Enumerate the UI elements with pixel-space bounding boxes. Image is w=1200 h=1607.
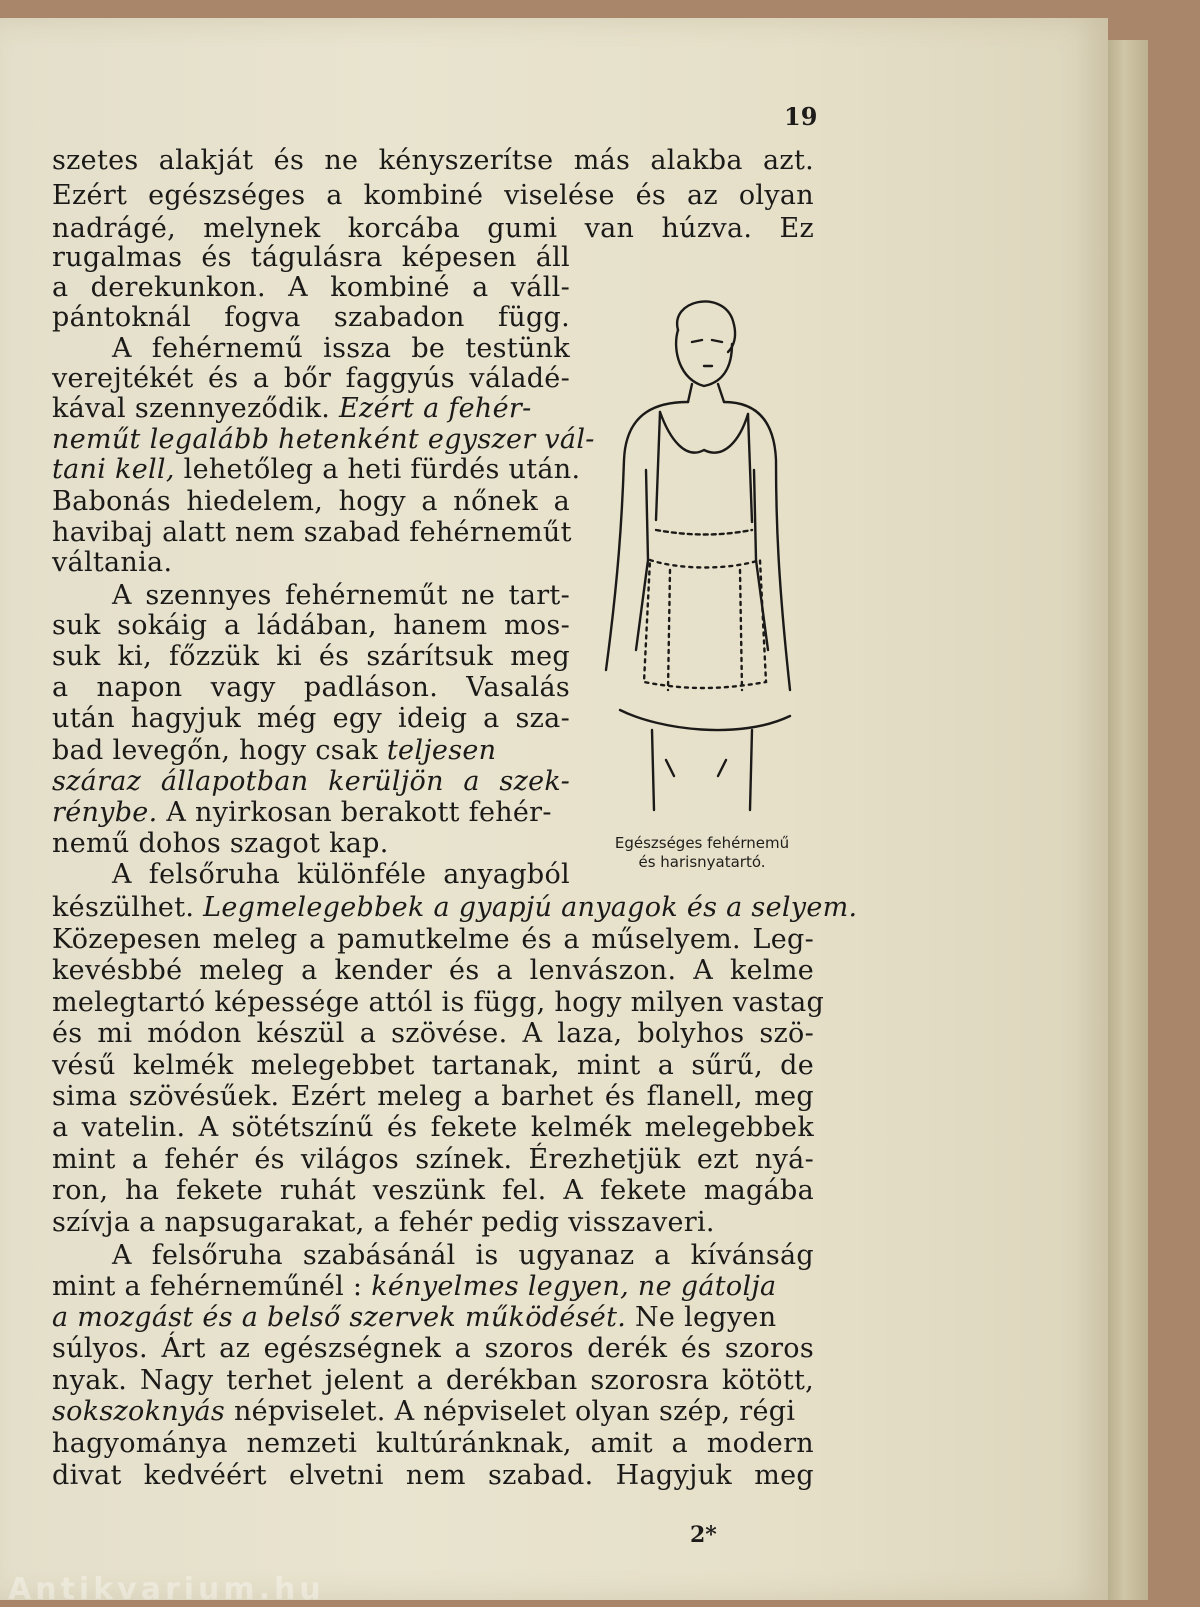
signature-mark: 2* [690,1522,717,1548]
text-line [52,892,858,923]
text-line: divat kedvéért elvetni nem szabad. Hagyjuk meg [52,1460,814,1491]
text-line: Ezért egészséges a kombiné viselése és az olyan [52,180,814,211]
caption-line: és harisnyatartó. [638,853,766,871]
emphasis-line [52,766,570,797]
emphasis-text: teljesen [386,735,497,766]
text-line: és mi módon készül a szövése. A laza, bolyhos szö- [52,1018,814,1049]
text-line: A felsőruha különféle anyagból [112,859,570,890]
text-line: verejtékét és a bőr faggyús váladé- [52,363,570,394]
underwear-figure-illustration [600,290,812,830]
figure-eye [712,340,722,342]
text-line: nadrágé, melynek korcába gumi van húzva. Ez [52,213,814,244]
emphasis-text: Ezért a fehér- [339,393,532,424]
figure-face [676,330,732,386]
text-span: Ne legyen [635,1302,777,1333]
text-line: után hagyjuk még egy ideig a sza- [52,703,570,734]
emphasis-text: sokszoknyás [52,1396,226,1427]
page-edge [1108,40,1148,1600]
text-line: vésű kelmék melegebbet tartanak, mint a sűrű, de [52,1050,814,1081]
emphasis-line [52,424,595,455]
emphasis-text: száraz állapotban kerüljön a szek- [52,766,570,797]
text-line: a vatelin. A sötétszínű és fekete kelmék melegebbek [52,1112,814,1143]
figure-right-leg [750,730,752,810]
emphasis-text: neműt legalább hetenként egyszer vál- [52,424,595,455]
figure-leg-detail [718,760,726,776]
watermark: Antikvarium.hu [8,1572,325,1607]
text-line: A fehérnemű issza be testünk [112,333,570,364]
text-line: A felsőruha szabásánál is ugyanaz a kívánság [112,1240,814,1271]
emphasis-text: kényelmes legyen, ne gátolja [371,1271,777,1302]
text-span: népviselet. A népviselet olyan szép, régi [233,1396,796,1427]
emphasis-text: rénybe. [52,797,158,828]
figure-neck [718,384,724,402]
caption-line: Egészséges fehérnemű [614,834,790,852]
text-span: A nyirkosan berakott fehér- [166,797,552,828]
text-line [52,735,570,766]
text-line: A szennyes fehérneműt ne tart- [112,580,570,611]
text-span: lehetőleg a heti fürdés után. [183,454,581,485]
text-line: hagyománya nemzeti kultúránknak, amit a modern [52,1428,814,1459]
text-line: pántoknál fogva szabadon függ. [52,302,570,333]
text-line [52,393,570,424]
figure-eye [692,340,702,342]
text-line: rugalmas és tágulásra képesen áll [52,242,570,273]
text-line: súlyos. Árt az egészségnek a szoros derék és szoros [52,1333,814,1364]
text-line: a napon vagy padláson. Vasalás [52,672,570,703]
text-line: havibaj alatt nem szabad fehérneműt [52,517,572,548]
text-line: melegtartó képessége attól is függ, hogy milyen vastag [52,987,825,1018]
text-line: nemű dohos szagot kap. [52,828,389,859]
text-line: szívja a napsugarakat, a fehér pedig visszaveri. [52,1207,715,1238]
text-line: kevésbbé meleg a kender és a lenvászon. A kelme [52,955,814,986]
text-line: sima szövésűek. Ezért meleg a barhet és flanell, meg [52,1081,814,1112]
figure-neck [688,384,692,402]
figure-strap [748,414,752,522]
text-line [52,1271,814,1302]
text-line [52,1302,814,1333]
text-line: suk sokáig a ládában, hanem mos- [52,610,570,641]
text-line [52,1396,814,1427]
text-span: kával szennyeződik. [52,393,331,424]
figure-garter [668,570,670,690]
figure-waist [656,530,752,535]
emphasis-text: tani kell, [52,454,175,485]
text-line: ron, ha fekete ruhát veszünk fel. A fekete magába [52,1175,814,1206]
text-line: szetes alakját és ne kényszerítse más alakba azt. [52,145,814,176]
text-span: készülhet. [52,892,195,923]
text-line: suk ki, főzzük ki és szárítsuk meg [52,641,570,672]
figure-hip [620,710,790,730]
figure-right-arm [724,402,790,690]
figure-bodice [660,412,748,453]
figure-left-leg [652,730,654,810]
text-line [52,797,570,828]
figure-garter [740,570,742,690]
figure-caption [590,834,814,872]
figure-girdle [644,560,766,688]
text-line: Babonás hiedelem, hogy a nőnek a [52,486,570,517]
page-number: 19 [784,102,818,131]
text-line [52,454,581,485]
emphasis-text: Legmelegebbek a gyapjú anyagok és a selyem. [203,892,858,923]
text-line: váltania. [52,547,173,578]
text-line: Közepesen meleg a pamutkelme és a műselyem. Leg- [52,924,814,955]
figure-hair [677,301,735,352]
figure-leg-detail [666,760,674,776]
emphasis-text: a mozgást és a belső szervek működését. [52,1302,627,1333]
text-span: bad levegőn, hogy csak [52,735,378,766]
text-line: a derekunkon. A kombiné a váll- [52,272,570,303]
text-line: nyak. Nagy terhet jelent a derékban szorosra kötött, [52,1365,814,1396]
text-span: mint a fehérneműnél : [52,1271,363,1302]
figure-strap [656,412,660,520]
text-line: mint a fehér és világos színek. Érezhetjük ezt nyá- [52,1144,814,1175]
